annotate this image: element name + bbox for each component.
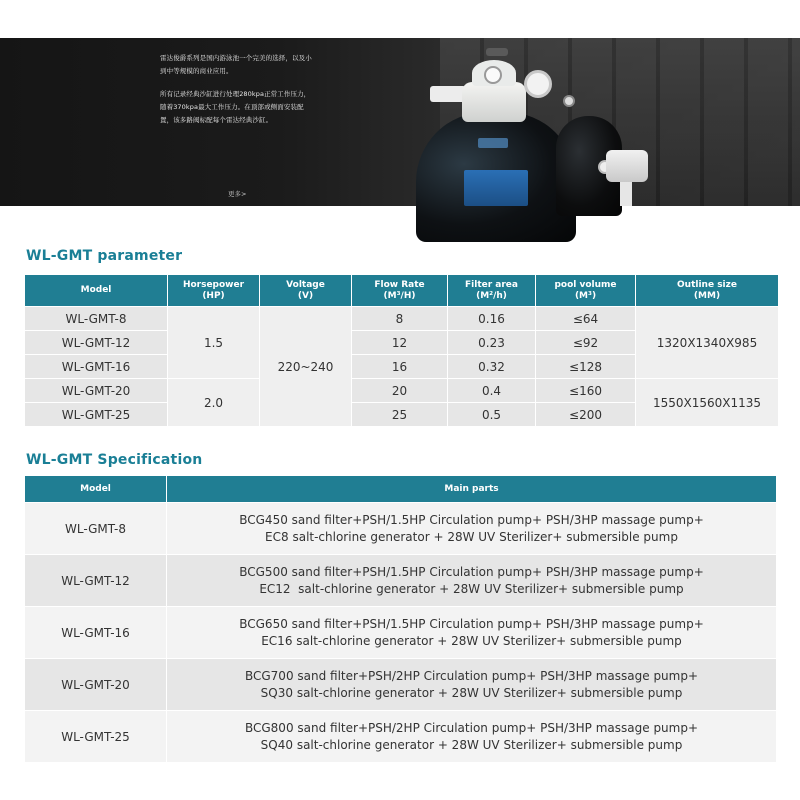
filter-area-cell: 0.5 (448, 403, 536, 427)
tank-logo (478, 138, 508, 148)
table-header-row (25, 275, 779, 307)
table-header-row (25, 476, 777, 503)
horsepower-cell: 1.5 (168, 307, 260, 379)
valve-port-right (524, 70, 552, 98)
specification-table (24, 475, 777, 763)
parts-line: BCG700 sand filter+PSH/2HP Circulation pump+ PSH/3HP massage pump+ (244, 668, 699, 683)
pool-volume-cell: ≤64 (536, 307, 636, 331)
small-gauge-icon (563, 95, 575, 107)
parts-line: EC16 salt-chlorine generator + 28W UV Sterilizer+ submersible pump (261, 633, 682, 648)
flow-rate-cell: 16 (352, 355, 448, 379)
main-parts-cell (167, 503, 777, 555)
model-cell: WL-GMT-16 (25, 607, 167, 659)
multiport-valve (462, 82, 526, 122)
parameter-title: WL-GMT parameter (26, 248, 183, 264)
header-outline-size: Outline size (MM) (636, 275, 779, 307)
model-cell: WL-GMT-20 (25, 659, 167, 711)
header-flow-rate: Flow Rate (M³/H) (352, 275, 448, 307)
parts-line: EC12 salt-chlorine generator + 28W UV Sterilizer+ submersible pump (259, 581, 684, 596)
main-parts-cell (167, 659, 777, 711)
tank-label (464, 170, 528, 206)
model-cell: WL-GMT-8 (25, 307, 168, 331)
flow-rate-cell: 20 (352, 379, 448, 403)
filter-area-cell: 0.16 (448, 307, 536, 331)
table-row (25, 555, 777, 607)
header-model: Model (25, 275, 168, 307)
table-row (25, 711, 777, 763)
flow-rate-cell: 25 (352, 403, 448, 427)
main-parts-cell (167, 711, 777, 763)
model-cell: WL-GMT-25 (25, 403, 168, 427)
flow-rate-cell: 8 (352, 307, 448, 331)
side-mount-valve (606, 150, 648, 182)
table-row (25, 607, 777, 659)
valve-port-left (430, 86, 466, 102)
pool-volume-cell: ≤160 (536, 379, 636, 403)
pool-volume-cell: ≤128 (536, 355, 636, 379)
table-row (25, 659, 777, 711)
banner-description (160, 52, 312, 137)
filter-area-cell: 0.32 (448, 355, 536, 379)
model-cell: WL-GMT-12 (25, 555, 167, 607)
parts-line: BCG650 sand filter+PSH/1.5HP Circulation pump+ PSH/3HP massage pump+ (239, 616, 704, 631)
banner-paragraph-2: 所有记录经典沙缸进行处理280kpa正常工作压力，随着370kpa最大工作压力。在顶部或侧面安装配置，该多路阀标配每个雷达经典沙缸。 (160, 90, 311, 124)
flow-rate-cell: 12 (352, 331, 448, 355)
header-filter-area: Filter area (M²/h) (448, 275, 536, 307)
valve-handle (486, 48, 508, 56)
more-link[interactable]: 更多> (228, 190, 247, 198)
table-row (25, 379, 779, 403)
table-row (25, 307, 779, 331)
header-pool-volume: pool volume (M³) (536, 275, 636, 307)
filter-area-cell: 0.23 (448, 331, 536, 355)
outline-size-cell: 1320X1340X985 (636, 307, 779, 379)
parts-line: SQ40 salt-chlorine generator + 28W UV Sterilizer+ submersible pump (260, 737, 683, 752)
parts-line: BCG500 sand filter+PSH/1.5HP Circulation pump+ PSH/3HP massage pump+ (239, 564, 704, 579)
filter-area-cell: 0.4 (448, 379, 536, 403)
outline-size-cell: 1550X1560X1135 (636, 379, 779, 427)
header-voltage: Voltage (V) (260, 275, 352, 307)
header-model: Model (25, 476, 167, 503)
model-cell: WL-GMT-20 (25, 379, 168, 403)
model-cell: WL-GMT-16 (25, 355, 168, 379)
pool-volume-cell: ≤200 (536, 403, 636, 427)
hero-banner (0, 38, 800, 206)
header-horsepower: Horsepower (HP) (168, 275, 260, 307)
parameter-table (24, 274, 779, 427)
main-parts-cell (167, 555, 777, 607)
pipe (620, 182, 632, 206)
pressure-gauge-icon (484, 66, 502, 84)
model-cell: WL-GMT-8 (25, 503, 167, 555)
specification-title: WL-GMT Specification (26, 452, 203, 468)
table-row (25, 503, 777, 555)
parts-line: BCG800 sand filter+PSH/2HP Circulation pump+ PSH/3HP massage pump+ (244, 720, 699, 735)
main-parts-cell (167, 607, 777, 659)
voltage-cell: 220~240 (260, 307, 352, 427)
large-filter-tank (416, 112, 576, 242)
pool-volume-cell: ≤92 (536, 331, 636, 355)
horsepower-cell: 2.0 (168, 379, 260, 427)
banner-paragraph-1: 雷达俊爵系列是国内游泳池一个完美的选择，以及小到中等规模的商业应用。 (160, 54, 312, 75)
parts-line: EC8 salt-chlorine generator + 28W UV Sterilizer+ submersible pump (265, 529, 678, 544)
model-cell: WL-GMT-25 (25, 711, 167, 763)
parts-line: BCG450 sand filter+PSH/1.5HP Circulation pump+ PSH/3HP massage pump+ (239, 512, 704, 527)
model-cell: WL-GMT-12 (25, 331, 168, 355)
header-main-parts: Main parts (167, 476, 777, 503)
parts-line: SQ30 salt-chlorine generator + 28W UV Sterilizer+ submersible pump (260, 685, 683, 700)
